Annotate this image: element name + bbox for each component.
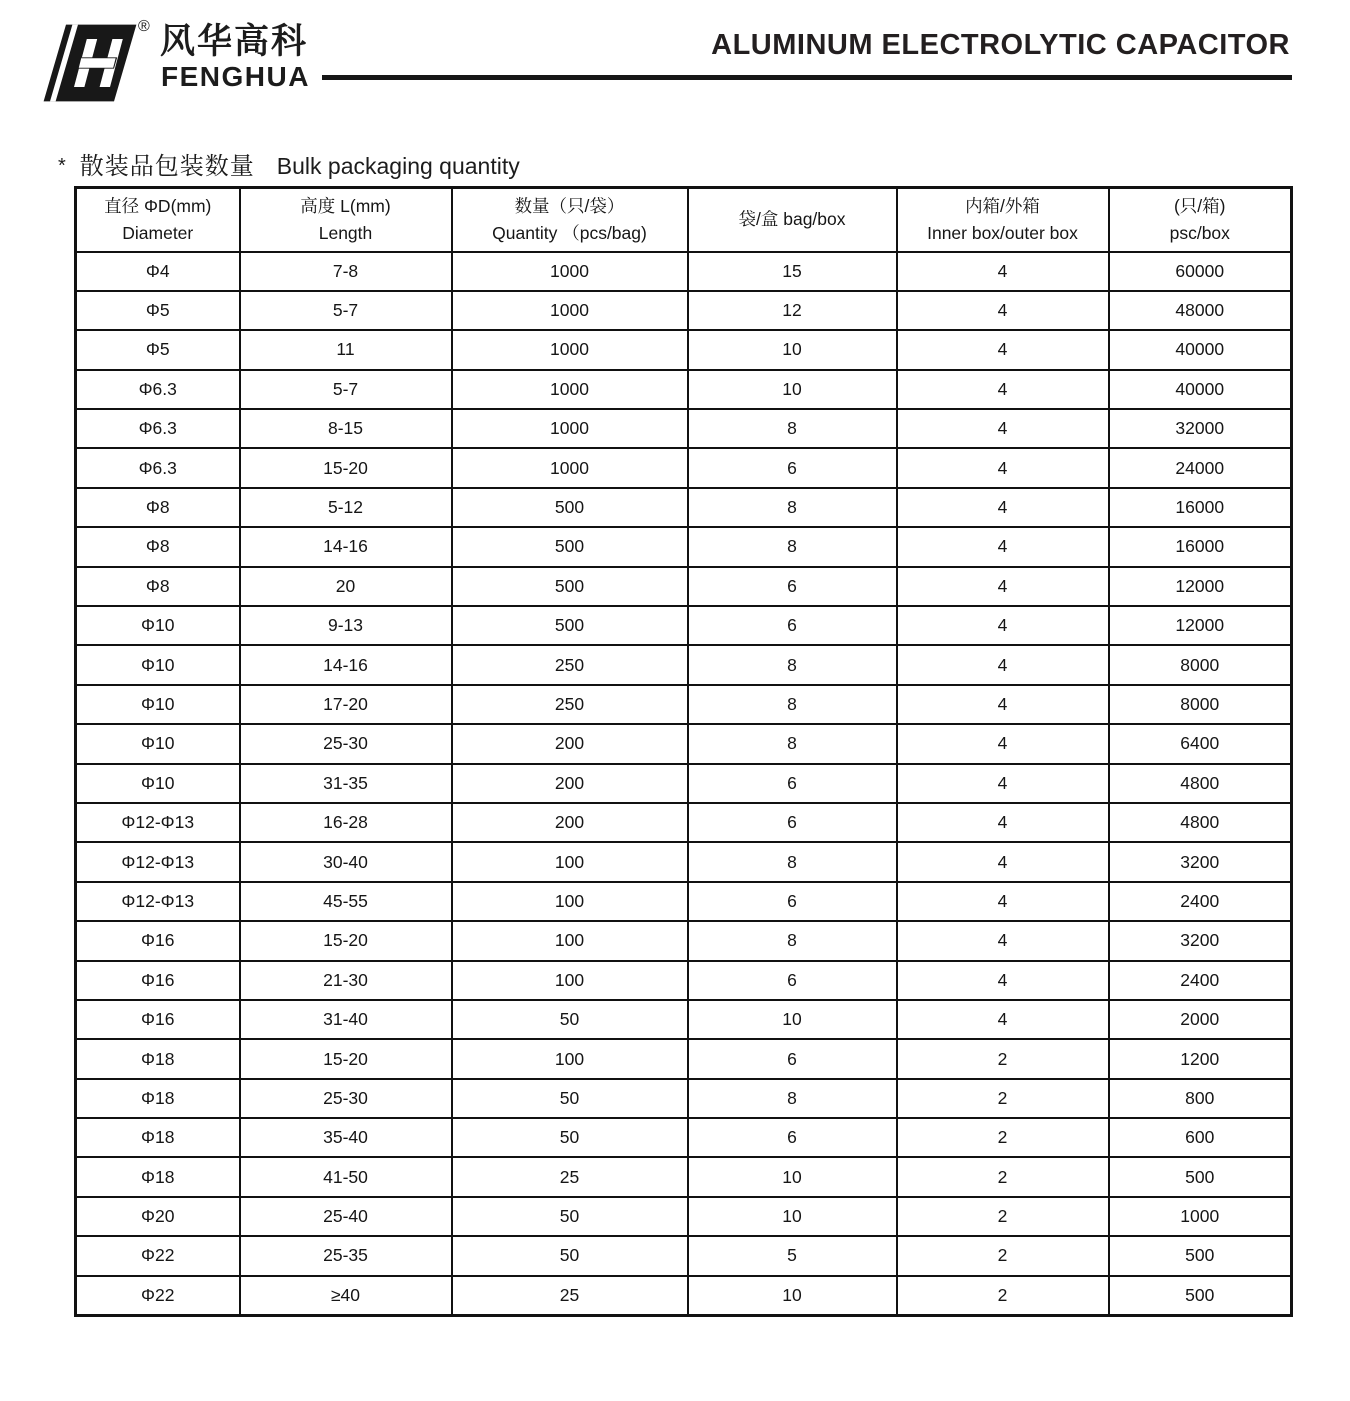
- table-header-row: [76, 188, 1292, 252]
- cell-diameter: Φ10: [76, 645, 240, 684]
- table-row: [76, 1079, 1292, 1118]
- col-header-quantity-per-bag: [452, 188, 688, 252]
- cell-length: 11: [240, 330, 452, 369]
- cell-length: 45-55: [240, 882, 452, 921]
- cell-diameter: Φ18: [76, 1157, 240, 1196]
- cell-length: 15-20: [240, 1039, 452, 1078]
- cell-diameter: Φ10: [76, 724, 240, 763]
- cell-length: 31-40: [240, 1000, 452, 1039]
- cell-length: 8-15: [240, 409, 452, 448]
- cell-pcs-per-box: 3200: [1109, 842, 1292, 881]
- cell-bag-per-box: 6: [688, 961, 897, 1000]
- table-row: [76, 527, 1292, 566]
- table-row: [76, 882, 1292, 921]
- cell-quantity-per-bag: 200: [452, 724, 688, 763]
- cell-diameter: Φ12-Φ13: [76, 803, 240, 842]
- cell-pcs-per-box: 2000: [1109, 1000, 1292, 1039]
- cell-inner-outer-box: 2: [897, 1197, 1109, 1236]
- cell-quantity-per-bag: 1000: [452, 448, 688, 487]
- cell-inner-outer-box: 4: [897, 882, 1109, 921]
- cell-inner-outer-box: 4: [897, 921, 1109, 960]
- cell-pcs-per-box: 2400: [1109, 961, 1292, 1000]
- cell-pcs-per-box: 4800: [1109, 764, 1292, 803]
- table-row: [76, 488, 1292, 527]
- cell-bag-per-box: 8: [688, 645, 897, 684]
- cell-pcs-per-box: 16000: [1109, 488, 1292, 527]
- cell-inner-outer-box: 4: [897, 488, 1109, 527]
- cell-diameter: Φ16: [76, 921, 240, 960]
- cell-quantity-per-bag: 200: [452, 764, 688, 803]
- cell-diameter: Φ16: [76, 961, 240, 1000]
- cell-diameter: Φ8: [76, 527, 240, 566]
- cell-bag-per-box: 6: [688, 448, 897, 487]
- cell-inner-outer-box: 4: [897, 645, 1109, 684]
- table-row: [76, 1118, 1292, 1157]
- cell-inner-outer-box: 4: [897, 764, 1109, 803]
- cell-pcs-per-box: 500: [1109, 1157, 1292, 1196]
- col-header-quantity-cn: 数量（只/袋）: [514, 195, 625, 216]
- cell-diameter: Φ8: [76, 488, 240, 527]
- cell-bag-per-box: 8: [688, 842, 897, 881]
- table-row: [76, 567, 1292, 606]
- cell-inner-outer-box: 4: [897, 370, 1109, 409]
- table-row: [76, 330, 1292, 369]
- registered-trademark-icon: ®: [138, 18, 150, 35]
- cell-inner-outer-box: 4: [897, 842, 1109, 881]
- cell-diameter: Φ8: [76, 567, 240, 606]
- cell-bag-per-box: 6: [688, 803, 897, 842]
- cell-quantity-per-bag: 50: [452, 1236, 688, 1275]
- cell-diameter: Φ20: [76, 1197, 240, 1236]
- cell-bag-per-box: 8: [688, 921, 897, 960]
- cell-length: 5-7: [240, 291, 452, 330]
- col-header-bag-per-box: [688, 188, 897, 252]
- table-body: [76, 252, 1292, 1316]
- cell-pcs-per-box: 4800: [1109, 803, 1292, 842]
- cell-bag-per-box: 10: [688, 370, 897, 409]
- col-header-pcsbox-en: psc/box: [1169, 222, 1230, 243]
- cell-quantity-per-bag: 50: [452, 1197, 688, 1236]
- cell-length: 31-35: [240, 764, 452, 803]
- cell-pcs-per-box: 500: [1109, 1236, 1292, 1275]
- cell-inner-outer-box: 2: [897, 1039, 1109, 1078]
- cell-length: 15-20: [240, 921, 452, 960]
- cell-inner-outer-box: 4: [897, 803, 1109, 842]
- col-header-inner-outer-box: [897, 188, 1109, 252]
- cell-pcs-per-box: 1200: [1109, 1039, 1292, 1078]
- page-title: ALUMINUM ELECTROLYTIC CAPACITOR: [711, 29, 1290, 61]
- cell-length: 9-13: [240, 606, 452, 645]
- col-header-diameter-cn: 直径 ΦD(mm): [104, 195, 212, 216]
- cell-diameter: Φ18: [76, 1079, 240, 1118]
- cell-bag-per-box: 10: [688, 1157, 897, 1196]
- cell-diameter: Φ10: [76, 685, 240, 724]
- cell-inner-outer-box: 2: [897, 1276, 1109, 1315]
- cell-inner-outer-box: 4: [897, 252, 1109, 291]
- table-row: [76, 1276, 1292, 1315]
- cell-pcs-per-box: 16000: [1109, 527, 1292, 566]
- table-row: [76, 1197, 1292, 1236]
- cell-bag-per-box: 6: [688, 882, 897, 921]
- cell-quantity-per-bag: 1000: [452, 409, 688, 448]
- cell-inner-outer-box: 4: [897, 961, 1109, 1000]
- cell-length: 17-20: [240, 685, 452, 724]
- table-row: [76, 409, 1292, 448]
- cell-pcs-per-box: 2400: [1109, 882, 1292, 921]
- cell-length: 21-30: [240, 961, 452, 1000]
- table-row: [76, 252, 1292, 291]
- table-row: [76, 1157, 1292, 1196]
- cell-bag-per-box: 8: [688, 527, 897, 566]
- col-header-pcs-per-box: [1109, 188, 1292, 252]
- cell-quantity-per-bag: 1000: [452, 370, 688, 409]
- col-header-diameter-en: Diameter: [122, 222, 194, 243]
- cell-bag-per-box: 6: [688, 606, 897, 645]
- cell-quantity-per-bag: 1000: [452, 291, 688, 330]
- cell-diameter: Φ12-Φ13: [76, 842, 240, 881]
- cell-bag-per-box: 6: [688, 1039, 897, 1078]
- cell-inner-outer-box: 2: [897, 1118, 1109, 1157]
- cell-length: 25-35: [240, 1236, 452, 1275]
- cell-inner-outer-box: 4: [897, 527, 1109, 566]
- fenghua-logo-icon: [42, 22, 138, 104]
- cell-pcs-per-box: 40000: [1109, 370, 1292, 409]
- cell-bag-per-box: 5: [688, 1236, 897, 1275]
- brand-name-english: FENGHUA: [161, 61, 310, 92]
- cell-pcs-per-box: 40000: [1109, 330, 1292, 369]
- table-row: [76, 842, 1292, 881]
- cell-diameter: Φ5: [76, 330, 240, 369]
- cell-pcs-per-box: 8000: [1109, 685, 1292, 724]
- cell-diameter: Φ6.3: [76, 409, 240, 448]
- cell-length: 35-40: [240, 1118, 452, 1157]
- cell-quantity-per-bag: 200: [452, 803, 688, 842]
- cell-bag-per-box: 8: [688, 488, 897, 527]
- cell-inner-outer-box: 4: [897, 1000, 1109, 1039]
- cell-inner-outer-box: 4: [897, 330, 1109, 369]
- cell-quantity-per-bag: 500: [452, 567, 688, 606]
- cell-bag-per-box: 10: [688, 1276, 897, 1315]
- table-row: [76, 685, 1292, 724]
- cell-quantity-per-bag: 25: [452, 1276, 688, 1315]
- cell-pcs-per-box: 60000: [1109, 252, 1292, 291]
- cell-diameter: Φ6.3: [76, 370, 240, 409]
- cell-pcs-per-box: 24000: [1109, 448, 1292, 487]
- table-row: [76, 1039, 1292, 1078]
- cell-length: 7-8: [240, 252, 452, 291]
- cell-diameter: Φ16: [76, 1000, 240, 1039]
- cell-inner-outer-box: 4: [897, 724, 1109, 763]
- cell-pcs-per-box: 6400: [1109, 724, 1292, 763]
- cell-pcs-per-box: 8000: [1109, 645, 1292, 684]
- table-row: [76, 1000, 1292, 1039]
- cell-length: 41-50: [240, 1157, 452, 1196]
- cell-inner-outer-box: 4: [897, 448, 1109, 487]
- cell-length: ≥40: [240, 1276, 452, 1315]
- cell-pcs-per-box: 1000: [1109, 1197, 1292, 1236]
- section-title-english: Bulk packaging quantity: [276, 153, 520, 179]
- cell-quantity-per-bag: 50: [452, 1118, 688, 1157]
- col-header-diameter: [76, 188, 240, 252]
- cell-inner-outer-box: 2: [897, 1157, 1109, 1196]
- cell-quantity-per-bag: 500: [452, 488, 688, 527]
- cell-length: 20: [240, 567, 452, 606]
- cell-bag-per-box: 8: [688, 1079, 897, 1118]
- cell-bag-per-box: 8: [688, 685, 897, 724]
- cell-quantity-per-bag: 500: [452, 606, 688, 645]
- cell-length: 5-12: [240, 488, 452, 527]
- cell-inner-outer-box: 2: [897, 1079, 1109, 1118]
- cell-length: 5-7: [240, 370, 452, 409]
- cell-pcs-per-box: 32000: [1109, 409, 1292, 448]
- cell-diameter: Φ22: [76, 1236, 240, 1275]
- cell-bag-per-box: 10: [688, 1000, 897, 1039]
- cell-pcs-per-box: 600: [1109, 1118, 1292, 1157]
- cell-length: 25-30: [240, 1079, 452, 1118]
- col-header-length-en: Length: [318, 222, 373, 243]
- table-row: [76, 448, 1292, 487]
- cell-quantity-per-bag: 250: [452, 685, 688, 724]
- cell-inner-outer-box: 4: [897, 567, 1109, 606]
- col-header-bagbox-cn: 袋/盒 bag/box: [738, 209, 846, 230]
- cell-bag-per-box: 15: [688, 252, 897, 291]
- cell-inner-outer-box: 4: [897, 291, 1109, 330]
- cell-length: 14-16: [240, 645, 452, 684]
- brand-name-chinese: 风华高科: [160, 22, 309, 61]
- cell-diameter: Φ4: [76, 252, 240, 291]
- col-header-quantity-en: Quantity （pcs/bag): [492, 222, 647, 243]
- table-row: [76, 724, 1292, 763]
- cell-quantity-per-bag: 100: [452, 882, 688, 921]
- col-header-innerouter-en: Inner box/outer box: [927, 222, 1078, 243]
- cell-inner-outer-box: 4: [897, 606, 1109, 645]
- cell-inner-outer-box: 2: [897, 1236, 1109, 1275]
- cell-quantity-per-bag: 250: [452, 645, 688, 684]
- cell-diameter: Φ22: [76, 1276, 240, 1315]
- table-row: [76, 606, 1292, 645]
- cell-length: 25-30: [240, 724, 452, 763]
- cell-pcs-per-box: 48000: [1109, 291, 1292, 330]
- cell-pcs-per-box: 12000: [1109, 606, 1292, 645]
- title-underline: [322, 75, 1292, 80]
- cell-inner-outer-box: 4: [897, 685, 1109, 724]
- cell-pcs-per-box: 3200: [1109, 921, 1292, 960]
- cell-length: 14-16: [240, 527, 452, 566]
- cell-quantity-per-bag: 1000: [452, 330, 688, 369]
- table-row: [76, 1236, 1292, 1275]
- cell-bag-per-box: 10: [688, 330, 897, 369]
- bulk-packaging-table: [74, 186, 1293, 1317]
- table-row: [76, 764, 1292, 803]
- cell-diameter: Φ12-Φ13: [76, 882, 240, 921]
- cell-quantity-per-bag: 50: [452, 1000, 688, 1039]
- section-heading: [58, 146, 520, 181]
- cell-diameter: Φ5: [76, 291, 240, 330]
- cell-length: 15-20: [240, 448, 452, 487]
- table-row: [76, 370, 1292, 409]
- cell-bag-per-box: 6: [688, 764, 897, 803]
- cell-inner-outer-box: 4: [897, 409, 1109, 448]
- cell-quantity-per-bag: 100: [452, 921, 688, 960]
- cell-quantity-per-bag: 500: [452, 527, 688, 566]
- cell-quantity-per-bag: 100: [452, 842, 688, 881]
- cell-diameter: Φ18: [76, 1118, 240, 1157]
- cell-bag-per-box: 8: [688, 724, 897, 763]
- col-header-innerouter-cn: 内箱/外箱: [965, 195, 1040, 216]
- cell-length: 25-40: [240, 1197, 452, 1236]
- cell-quantity-per-bag: 100: [452, 961, 688, 1000]
- cell-pcs-per-box: 12000: [1109, 567, 1292, 606]
- cell-diameter: Φ18: [76, 1039, 240, 1078]
- cell-bag-per-box: 6: [688, 567, 897, 606]
- cell-quantity-per-bag: 100: [452, 1039, 688, 1078]
- col-header-length: [240, 188, 452, 252]
- col-header-length-cn: 高度 L(mm): [300, 195, 391, 216]
- cell-quantity-per-bag: 1000: [452, 252, 688, 291]
- table-row: [76, 803, 1292, 842]
- cell-quantity-per-bag: 25: [452, 1157, 688, 1196]
- cell-length: 30-40: [240, 842, 452, 881]
- cell-length: 16-28: [240, 803, 452, 842]
- cell-bag-per-box: 6: [688, 1118, 897, 1157]
- section-bullet: *: [58, 155, 66, 177]
- section-title-chinese: 散装品包装数量: [79, 153, 255, 180]
- table-row: [76, 645, 1292, 684]
- cell-pcs-per-box: 800: [1109, 1079, 1292, 1118]
- cell-quantity-per-bag: 50: [452, 1079, 688, 1118]
- cell-diameter: Φ10: [76, 764, 240, 803]
- cell-diameter: Φ6.3: [76, 448, 240, 487]
- col-header-pcsbox-cn: (只/箱): [1173, 195, 1226, 216]
- table-row: [76, 291, 1292, 330]
- cell-bag-per-box: 8: [688, 409, 897, 448]
- table-row: [76, 921, 1292, 960]
- cell-diameter: Φ10: [76, 606, 240, 645]
- cell-bag-per-box: 12: [688, 291, 897, 330]
- cell-bag-per-box: 10: [688, 1197, 897, 1236]
- cell-pcs-per-box: 500: [1109, 1276, 1292, 1315]
- table-row: [76, 961, 1292, 1000]
